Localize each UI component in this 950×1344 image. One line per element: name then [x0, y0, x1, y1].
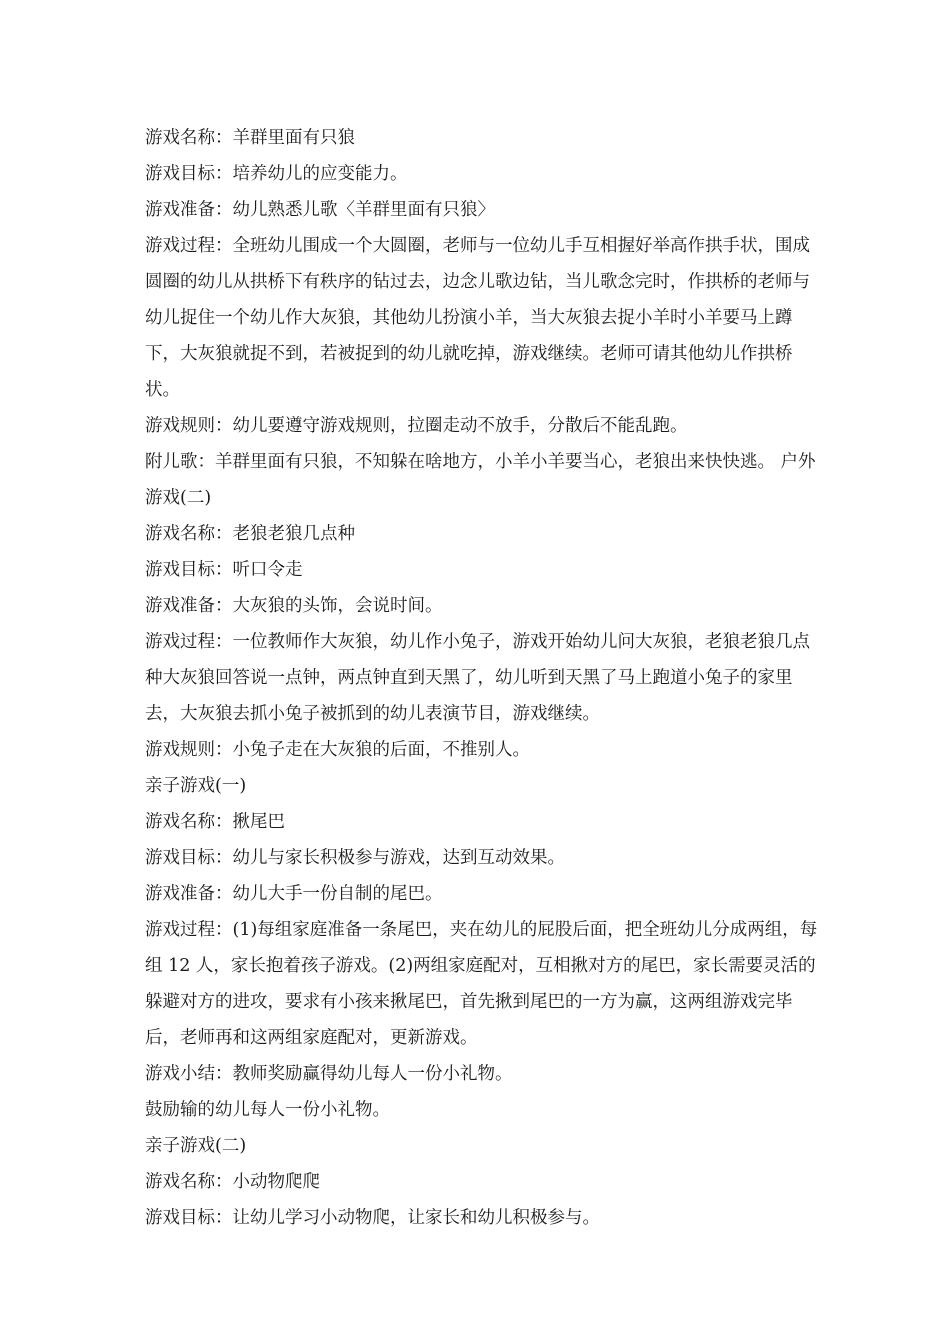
- paragraph-game3-summary: 游戏小结：教师奖励赢得幼儿每人一份小礼物。: [145, 1064, 513, 1084]
- paragraph-game1-process: 游戏过程：全班幼儿围成一个大圆圈，老师与一位幼儿手互相握好举高作拱手状，围成圆圈的幼儿从拱桥下有秩序的钻过去，边念儿歌边钻，当儿歌念完时，作拱桥的老师与幼儿捉住一个幼儿作大灰狼，其他幼儿扮演小羊，当大灰狼去捉小羊时小羊要马上蹲下，大灰狼就捉不到，若被捉到的幼儿就吃掉，游戏继续。老师可请其他幼儿作拱桥状。: [145, 236, 810, 400]
- paragraph-game2-rules: 游戏规则：小兔子走在大灰狼的后面，不推别人。: [145, 740, 530, 760]
- paragraph-game3-goal: 游戏目标：幼儿与家长积极参与游戏，达到互动效果。: [145, 848, 565, 868]
- paragraph-game2-name: 游戏名称：老狼老狼几点种: [145, 524, 355, 544]
- paragraph-game1-name: 游戏名称：羊群里面有只狼: [145, 128, 355, 148]
- paragraph-game1-prep: 游戏准备：幼儿熟悉儿歌〈羊群里面有只狼〉: [145, 200, 495, 220]
- section-heading-parent-game-2: 亲子游戏(二): [145, 1136, 247, 1156]
- paragraph-game3-process: 游戏过程：(1)每组家庭准备一条尾巴，夹在幼儿的屁股后面，把全班幼儿分成两组，每组 12 人，家长抱着孩子游戏。(2)两组家庭配对，互相揪对方的尾巴，家长需要灵活的躲避对方的进攻，要求有小孩来揪尾巴，首先揪到尾巴的一方为赢，这两组游戏完毕后，老师再和这两组家庭配对，更新游戏。: [145, 920, 818, 1048]
- paragraph-game1-rules: 游戏规则：幼儿要遵守游戏规则，拉圈走动不放手，分散后不能乱跑。: [145, 416, 688, 436]
- paragraph-game3-encourage: 鼓励输的幼儿每人一份小礼物。: [145, 1100, 390, 1120]
- paragraph-game3-prep: 游戏准备：幼儿大手一份自制的尾巴。: [145, 884, 443, 904]
- section-heading-parent-game-1: 亲子游戏(一): [145, 776, 247, 796]
- paragraph-game2-process: 游戏过程：一位教师作大灰狼，幼儿作小兔子，游戏开始幼儿问大灰狼，老狼老狼几点种大灰狼回答说一点钟，两点钟直到天黑了，幼儿听到天黑了马上跑道小兔子的家里去，大灰狼去抓小兔子被抓到的幼儿表演节目，游戏继续。: [145, 632, 810, 724]
- paragraph-game1-song: 附儿歌：羊群里面有只狼，不知躲在啥地方，小羊小羊要当心，老狼出来快快逃。 户外游戏(二): [145, 452, 816, 508]
- paragraph-game4-name: 游戏名称：小动物爬爬: [145, 1172, 320, 1192]
- paragraph-game1-goal: 游戏目标：培养幼儿的应变能力。: [145, 164, 408, 184]
- paragraph-game4-goal: 游戏目标：让幼儿学习小动物爬，让家长和幼儿积极参与。: [145, 1208, 600, 1228]
- paragraph-game2-goal: 游戏目标：听口令走: [145, 560, 303, 580]
- paragraph-game3-name: 游戏名称：揪尾巴: [145, 812, 285, 832]
- paragraph-game2-prep: 游戏准备：大灰狼的头饰，会说时间。: [145, 596, 443, 616]
- document-page: [145, 120, 825, 1236]
